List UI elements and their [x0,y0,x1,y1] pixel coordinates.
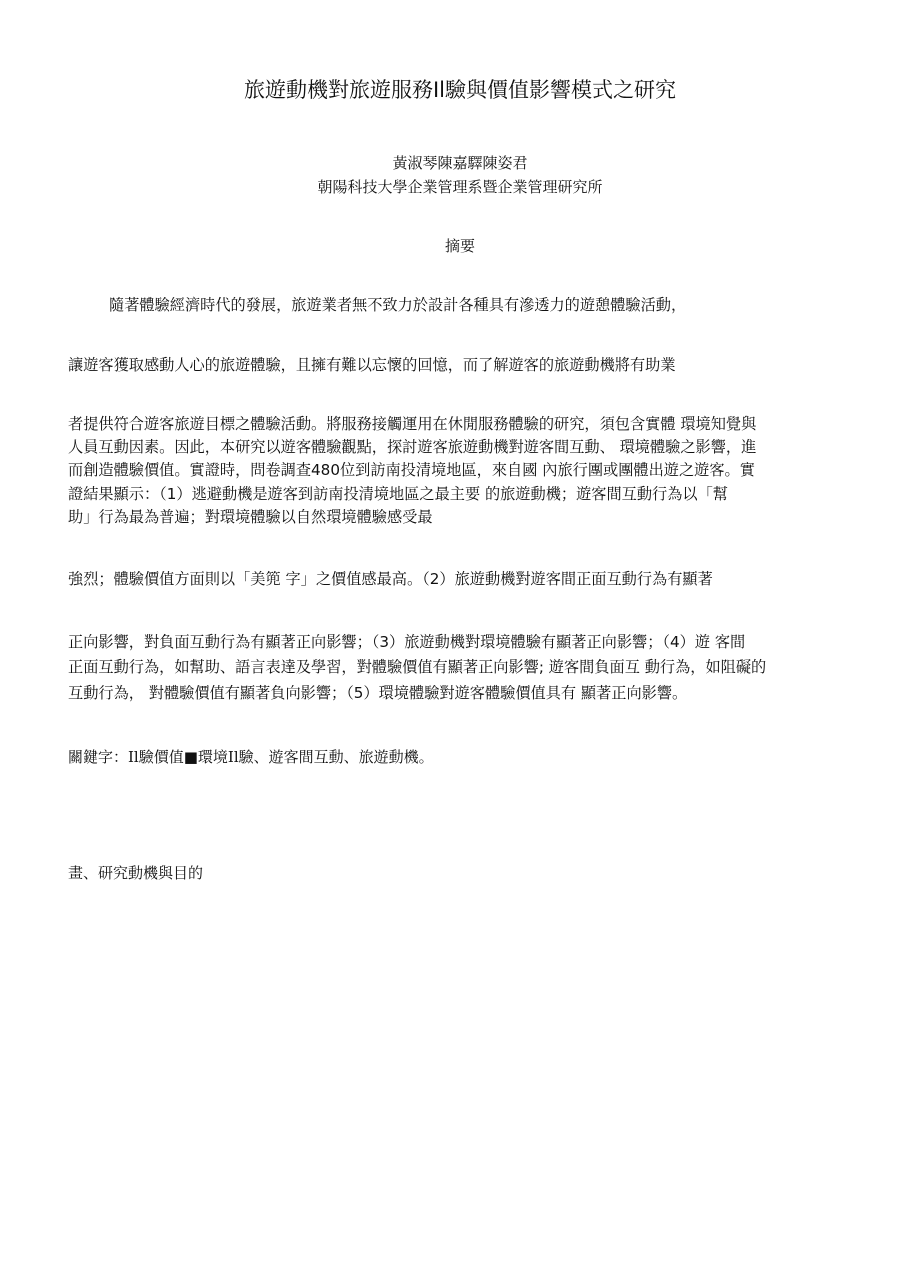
abstract-line: 證結果顯示：（1）逃避動機是遊客到訪南投清境地區之最主要 的旅遊動機；遊客間互動行為以「幫 [68,485,728,503]
abstract-line: 正向影響，對負面互動行為有顯著正向影響；（3）旅遊動機對環境體驗有顯著正向影響；（4）遊 客間 [68,633,746,651]
keywords: 關鍵字：Il驗價值■環境Il驗、遊客間互動、旅遊動機。 [68,748,434,766]
abstract-line: 人員互動因素。因此，本研究以遊客體驗觀點，探討遊客旅遊動機對遊客間互動、 環境體驗之影響，進 [68,438,757,456]
authors: 黃淑琴陳嘉驛陳姿君 [392,154,528,172]
abstract-line: 者提供符合遊客旅遊目標之體驗活動。將服務接觸運用在休閒服務體驗的研究，須包含實體 環境知覺與 [68,415,757,433]
abstract-line: 互動行為， 對體驗價值有顯著負向影響；（5）環境體驗對遊客體驗價值具有 顯著正向影響。 [68,684,688,702]
paper-title: 旅遊動機對旅遊服務Il驗與價值影響模式之研究 [243,78,677,102]
abstract-line: 讓遊客獲取感動人心的旅遊體驗，且擁有難以忘懷的回憶，而了解遊客的旅遊動機將有助業 [68,356,676,374]
abstract-line: 正面互動行為，如幫助、語言表達及學習，對體驗價值有顯著正向影響; 遊客間負面互 動行為，如阻礙的 [68,658,767,676]
abstract-line: 而創造體驗價值。實證時，問卷調查480位到訪南投清境地區，來自國 內旅行團或團體出遊之遊客。實 [68,461,755,479]
abstract-line: 助」行為最為普遍；對環境體驗以自然環境體驗感受最 [68,508,433,526]
abstract-heading: 摘要 [444,237,475,255]
abstract-line: 隨著體驗經濟時代的發展，旅遊業者無不致力於設計各種具有滲透力的遊憩體驗活動， [109,296,687,314]
affiliation: 朝陽科技大學企業管理系暨企業管理研究所 [317,178,603,196]
section-heading: 畫、研究動機與目的 [68,864,204,882]
abstract-line: 強烈；體驗價值方面則以「美篼 字」之價值感最高。（2）旅遊動機對遊客間正面互動行為有顯著 [68,570,713,588]
